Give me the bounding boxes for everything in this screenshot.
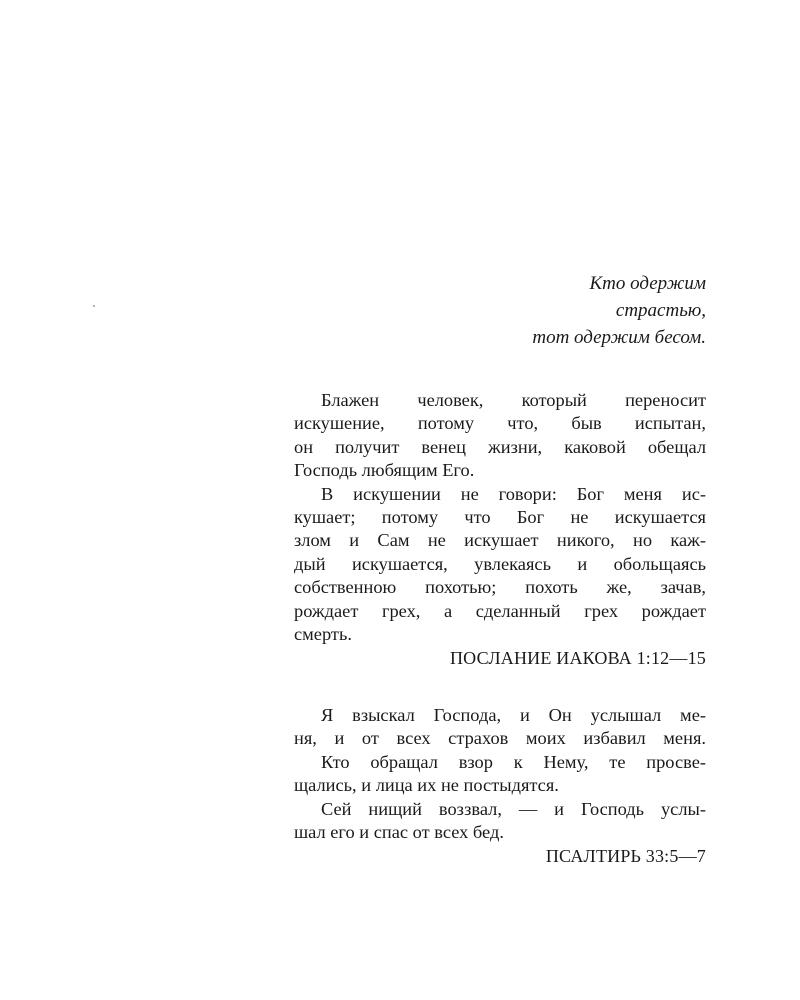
epigraph bbox=[400, 270, 706, 351]
text-line: Господь любящим Его. bbox=[294, 460, 475, 481]
text-line: Сей нищий воззвал, — и Господь услы- bbox=[321, 798, 706, 819]
text-line: искушение, потому что, быв испытан, bbox=[294, 413, 706, 434]
text-line: щались, и лица их не постыдятся. bbox=[294, 775, 559, 796]
stray-dot bbox=[93, 305, 95, 307]
text-line: собственною похотью; похоть же, зачав, bbox=[294, 577, 706, 598]
text-line: Кто обращал взор к Нему, те просве- bbox=[321, 751, 706, 772]
scripture-reference: ПСАЛТИРЬ 33:5—7 bbox=[545, 846, 706, 867]
text-line: ня, и от всех страхов моих избавил меня. bbox=[294, 728, 706, 749]
text-line: рождает грех, а сделанный грех рождает bbox=[294, 600, 706, 621]
scripture-passage-james bbox=[294, 389, 706, 671]
epigraph-line: тот одержим бесом. bbox=[532, 327, 706, 348]
text-line: он получит венец жизни, каковой обещал bbox=[294, 436, 706, 457]
epigraph-line: Кто одержим bbox=[589, 273, 706, 294]
text-line: Блажен человек, который переносит bbox=[321, 390, 706, 410]
scripture-passage-psalm bbox=[294, 704, 706, 869]
text-line: злом и Сам не искушает никого, но каж- bbox=[294, 530, 706, 551]
text-line: В искушении не говори: Бог меня ис- bbox=[321, 483, 706, 504]
text-line: дый искушается, увлекаясь и обольщаясь bbox=[294, 553, 706, 574]
text-line: шал его и спас от всех бед. bbox=[294, 822, 504, 843]
epigraph-line: страстью, bbox=[615, 300, 706, 321]
text-line: Я взыскал Господа, и Он услышал ме- bbox=[321, 705, 706, 725]
scripture-reference: ПОСЛАНИЕ ИАКОВА 1:12—15 bbox=[449, 648, 706, 669]
text-line: кушает; потому что Бог не искушается bbox=[294, 507, 706, 528]
text-line: смерть. bbox=[294, 624, 352, 645]
